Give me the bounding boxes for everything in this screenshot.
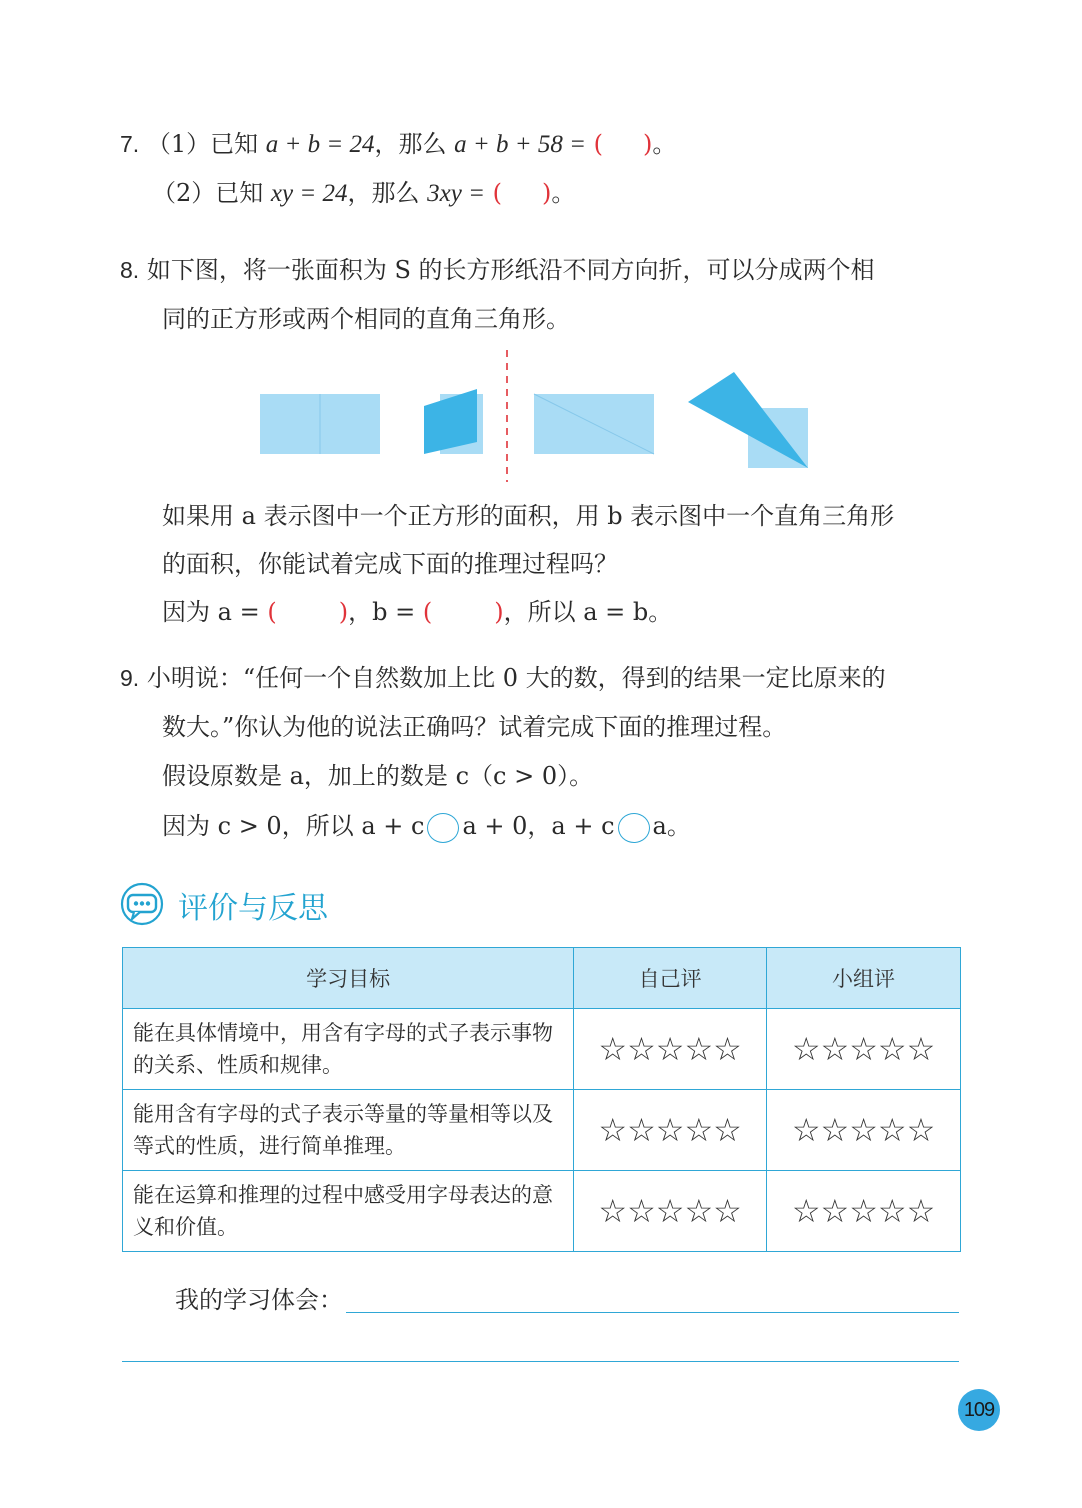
self-rating-stars[interactable]: ☆☆☆☆☆: [574, 1090, 767, 1171]
reflection-writing-line-1[interactable]: [346, 1312, 959, 1313]
q7-p1-paren-open: (: [593, 130, 604, 158]
q8-b-label: ，b =: [348, 598, 416, 626]
speech-bubble-icon: [118, 882, 166, 928]
q9-line2: [162, 711, 786, 743]
q8-line2: [162, 303, 570, 335]
table-row: [123, 1171, 961, 1252]
q7-p2-then: ，那么: [347, 179, 420, 207]
q7-p2-paren-open: (: [492, 179, 502, 207]
group-rating-stars[interactable]: ☆☆☆☆☆: [767, 1090, 961, 1171]
q8-line5: [162, 596, 672, 628]
section-title: 评价与反思: [178, 891, 328, 926]
q8-line1: [120, 254, 875, 286]
q7-p1-paren-close: ): [643, 130, 653, 158]
q9-text-4a: 因为 c > 0，所以 a + c: [162, 812, 425, 840]
q8-b-paren-close: ): [494, 598, 504, 626]
q8-b-paren-open: (: [422, 598, 433, 626]
self-rating-stars[interactable]: ☆☆☆☆☆: [574, 1171, 767, 1252]
goal-cell: 能在具体情境中，用含有字母的式子表示事物的关系、性质和规律。: [123, 1009, 574, 1090]
q9-compare-circle-2[interactable]: [618, 813, 650, 843]
q7-p2-paren-close: ): [541, 179, 552, 207]
group-rating-stars[interactable]: ☆☆☆☆☆: [767, 1171, 961, 1252]
evaluation-table: [122, 947, 961, 1252]
header-group-eval: 小组评: [767, 948, 961, 1009]
q9-text-1: 小明说：“任何一个自然数加上比 0 大的数，得到的结果一定比原来的: [146, 664, 886, 692]
q8-conclusion: ，所以 a = b。: [503, 598, 673, 626]
q8-text-4: 的面积，你能试着完成下面的推理过程吗？: [162, 550, 618, 578]
q8-text-1: 如下图，将一张面积为 S 的长方形纸沿不同方向折，可以分成两个相: [146, 256, 875, 284]
table-row: [123, 1009, 961, 1090]
group-rating-stars[interactable]: ☆☆☆☆☆: [767, 1009, 961, 1090]
q7-p2-expr2: 3xy =: [427, 180, 485, 207]
q7-p1-label: （1）已知: [146, 130, 259, 158]
q8-line3: [162, 500, 894, 532]
header-self-eval: 自己评: [574, 948, 767, 1009]
header-goal: 学习目标: [123, 948, 574, 1009]
q8-folding-figure: [0, 340, 1082, 490]
q7-p1-period: 。: [652, 130, 677, 158]
q9-line3: [162, 760, 593, 792]
q7-p2-expr: xy = 24: [270, 180, 348, 207]
page-number: 109: [958, 1389, 1000, 1431]
q7-p1-expr: a + b = 24: [265, 131, 375, 158]
q8-text-3: 如果用 a 表示图中一个正方形的面积，用 b 表示图中一个直角三角形: [162, 502, 895, 530]
reflection-label: 我的学习体会：: [175, 1286, 343, 1314]
q8-a-paren-close: ): [338, 598, 349, 626]
q8-line4: [162, 548, 618, 580]
q7-p2-label: （2）已知: [152, 179, 264, 207]
q8-a-paren-open: (: [267, 598, 277, 626]
q8-because-a: 因为 a =: [162, 598, 260, 626]
q7-part1: [120, 128, 676, 161]
self-rating-stars[interactable]: ☆☆☆☆☆: [574, 1009, 767, 1090]
q7-p1-expr2: a + b + 58 =: [454, 131, 587, 158]
goal-cell: 能在运算和推理的过程中感受用字母表达的意义和价值。: [123, 1171, 574, 1252]
q7-number: 7.: [120, 131, 140, 157]
q9-text-2: 数大。”你认为他的说法正确吗？试着完成下面的推理过程。: [162, 713, 787, 741]
table-row: [123, 1090, 961, 1171]
table-header-row: [123, 948, 961, 1009]
q9-line1: [120, 662, 886, 694]
goal-cell: 能用含有字母的式子表示等量的等量相等以及等式的性质，进行简单推理。: [123, 1090, 574, 1171]
q9-text-4c: a。: [652, 812, 691, 840]
reflection-writing-line-2[interactable]: [122, 1361, 959, 1362]
q9-text-4b: a + 0，a + c: [462, 812, 615, 840]
q9-compare-circle-1[interactable]: [427, 813, 459, 843]
q7-p2-period: 。: [551, 179, 576, 207]
q7-part2: [152, 177, 575, 210]
q9-text-3: 假设原数是 a，加上的数是 c（c > 0）。: [162, 762, 594, 790]
q8-text-2: 同的正方形或两个相同的直角三角形。: [162, 305, 570, 333]
q7-p1-then: ，那么: [374, 130, 447, 158]
section-heading: [118, 880, 328, 930]
q9-line4: [162, 810, 691, 843]
q8-number: 8.: [120, 257, 140, 283]
q9-number: 9.: [120, 665, 140, 691]
